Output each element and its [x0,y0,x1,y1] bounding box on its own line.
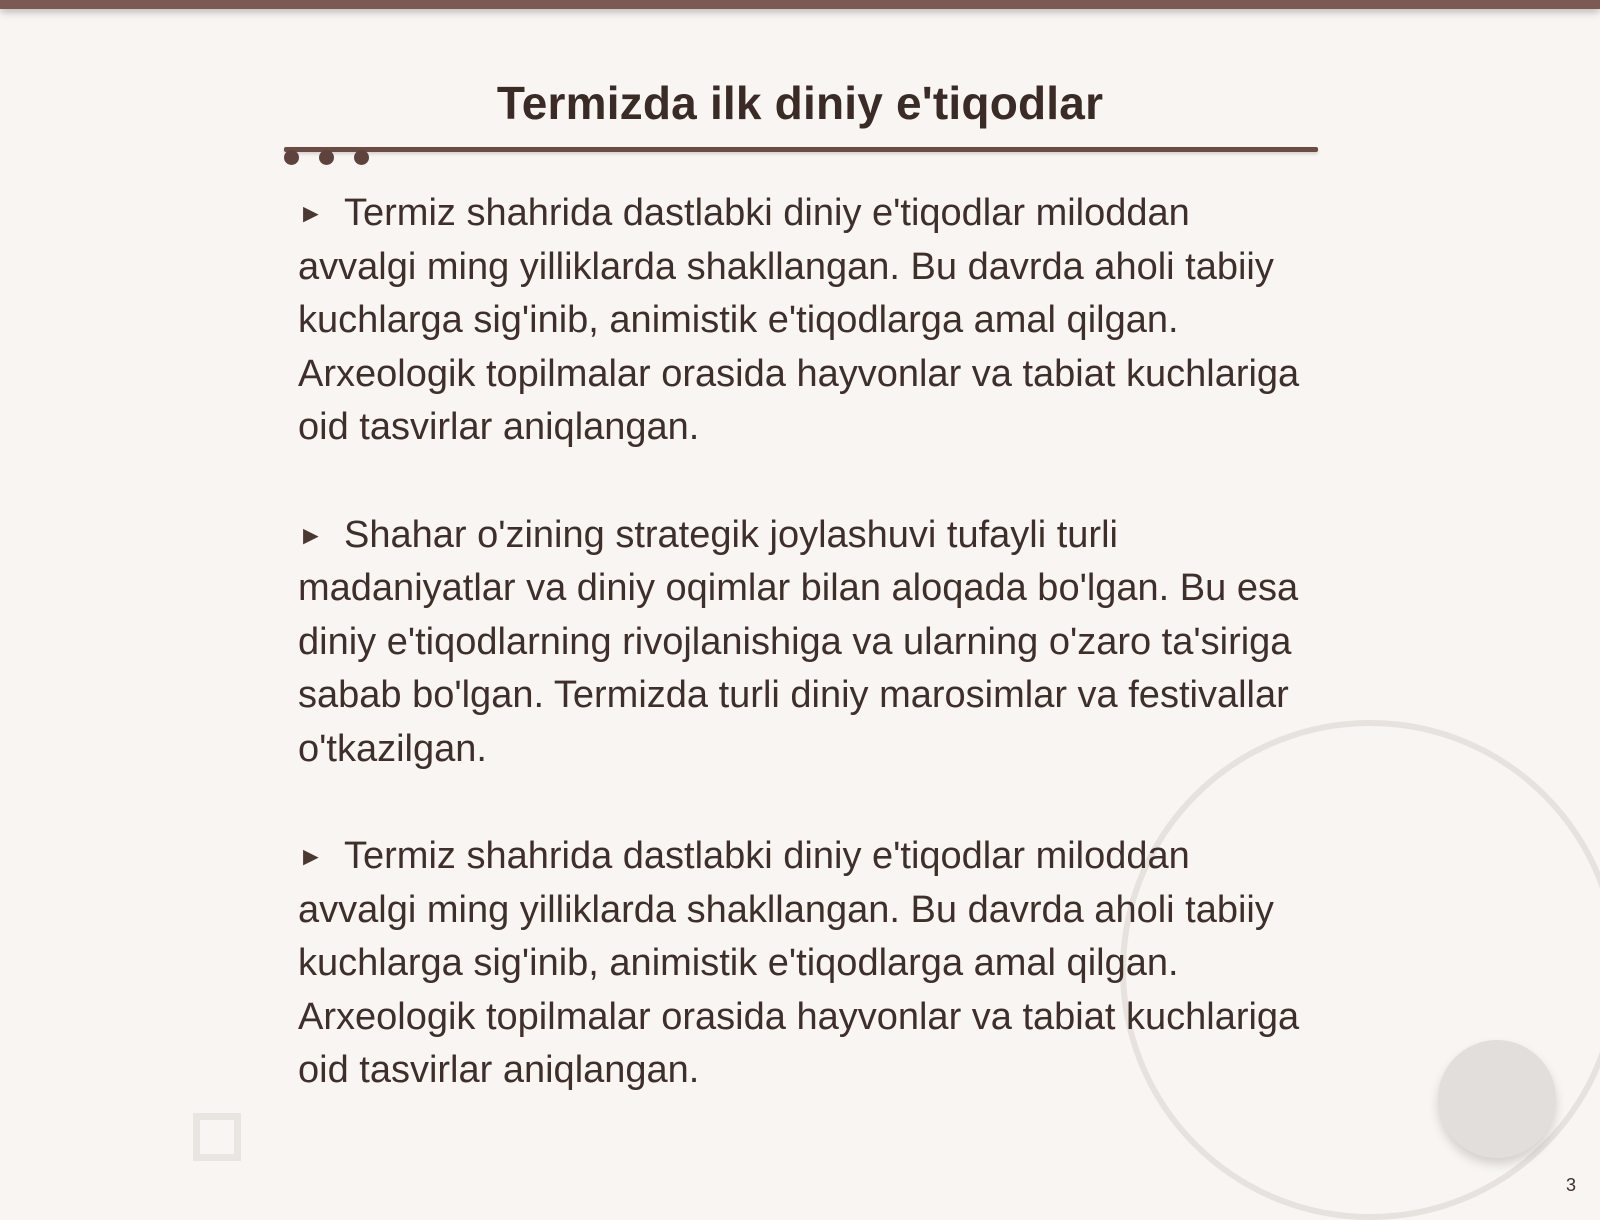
bullet-paragraph-1 [298,187,1318,455]
underline-dot-2 [319,150,334,165]
bullet-paragraph-3 [298,830,1318,1098]
title-underline [284,147,1318,152]
paragraph-text: Termiz shahrida dastlabki diniy e'tiqodlar miloddan avvalgi ming yilliklarda shakllangan. Bu davrda aholi tabiiy kuchlarga sig'inib, animistik e'tiqodlarga amal qilgan. Arxeologik topilmalar orasida hayvonlar va tabiat kuchlariga oid tasvirlar aniqlangan. [298,835,1300,1091]
underline-dot-3 [354,150,369,165]
bullet-arrow-icon: ► [298,841,324,871]
underline-dot-1 [284,150,299,165]
decorative-disc [1438,1040,1556,1158]
bullet-paragraph-2 [298,509,1318,777]
bullet-arrow-icon: ► [298,519,324,550]
decorative-square [193,1113,241,1161]
bullet-arrow-icon: ► [298,198,324,228]
page-number: 3 [1565,1175,1576,1195]
top-accent-bar [0,0,1600,9]
slide-body [298,187,1318,1152]
page-title: Termizda ilk diniy e'tiqodlar [496,77,1104,129]
paragraph-text: Termiz shahrida dastlabki diniy e'tiqodlar miloddan avvalgi ming yilliklarda shakllangan. Bu davrda aholi tabiiy kuchlarga sig'inib, animistik e'tiqodlarga amal qilgan. Arxeologik topilmalar orasida hayvonlar va tabiat kuchlariga oid tasvirlar aniqlangan. [298,192,1300,448]
paragraph-text: Shahar o'zining strategik joylashuvi tufayli turli madaniyatlar va diniy oqimlar bilan aloqada bo'lgan. Bu esa diniy e'tiqodlarning rivojlanishiga va ularning o'zaro ta'siriga sabab bo'lgan. Termizda turli diniy marosimlar va festivallar o'tkazilgan. [298,513,1299,770]
